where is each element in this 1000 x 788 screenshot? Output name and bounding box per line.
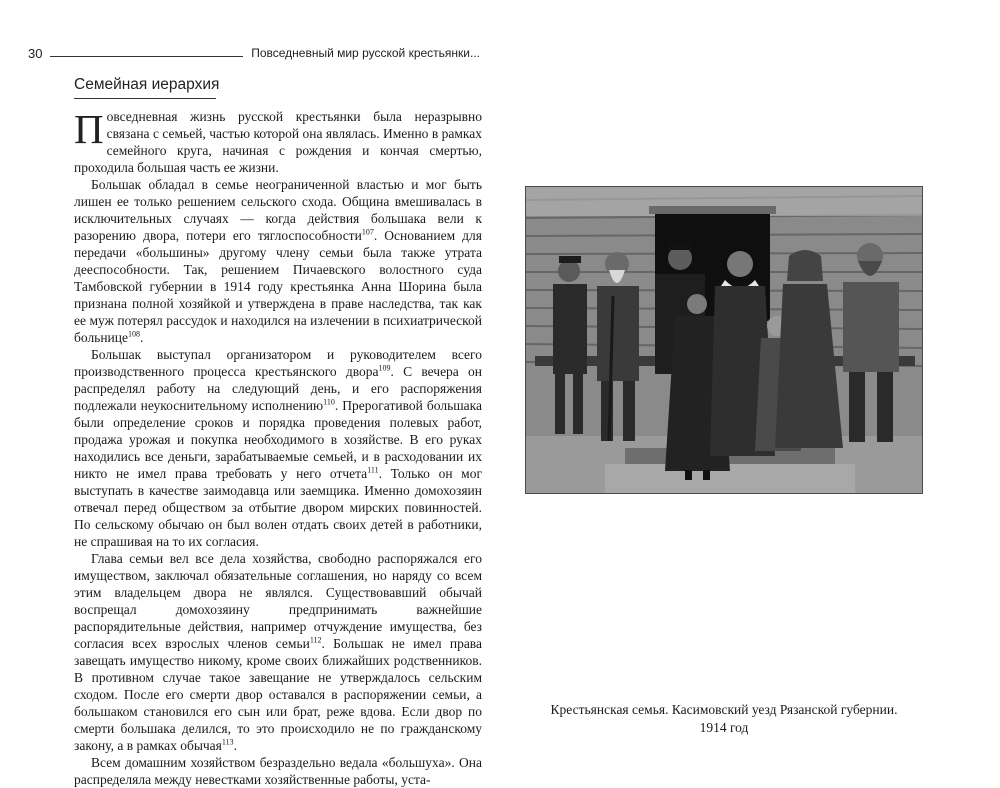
page-number: 30 — [28, 45, 43, 61]
family-photo — [525, 186, 923, 494]
paragraph-4-text-a: Глава семьи вел все дела хозяйства, свободно распоряжался его имуществом, заключал обязательные соглашения, но наряду со всем этим владельцем двора не являлся. Существовавший обычай воспрещал домохозяину предпринимать важнейшие распорядительные действия, например отчуждение имущества, без согласия всех взрослых членов семьи — [74, 551, 482, 651]
footnote-ref: 111 — [367, 465, 379, 475]
footnote-ref: 108 — [128, 329, 140, 339]
caption-line-2: 1914 год — [699, 720, 749, 735]
body-text — [74, 108, 482, 788]
paragraph-2-text-b: . Основанием для передачи «большины» другому члену семьи была также утрата дееспособности. Так, решением Пичаевского волостного суда Тамбовской губернии в 1914 году крестьянка Анна Шорина была признана полной хозяйкой и утверждена в праве наследства, так как ее муж потерял рассудок и находился на излечении в психиатрической больнице — [74, 228, 482, 345]
footnote-ref: 112 — [309, 635, 322, 645]
paragraph-4-text-c: . — [233, 738, 237, 753]
footnote-ref: 113 — [221, 737, 234, 747]
paragraph-4 — [74, 550, 482, 754]
caption-line-1: Крестьянская семья. Касимовский уезд Рязанской губернии. — [550, 702, 898, 717]
section-title-rule — [74, 98, 216, 99]
paragraph-4-text-b: . Большак не имел права завещать имущество никому, кроме своих ближайших родственников. В противном случае такое завещание не утверждалось сельским сходом. После его смерти двор оставался в распоряжении семьи, а большаком становился его сын или брат, реже вдова. Если двор по смерти большака делился, то это происходило не по гражданскому закону, а в рамках обычая — [74, 636, 482, 753]
running-header — [28, 44, 480, 62]
section-title: Семейная иерархия — [74, 76, 220, 93]
paragraph-1 — [74, 108, 482, 176]
paragraph-3-text-a: Большак выступал организатором и руководителем всего производственного процесса крестьянского двора — [74, 347, 482, 379]
paragraph-5 — [74, 754, 482, 788]
photo-caption — [540, 701, 908, 737]
paragraph-3-text-b: . С вечера он распределял работу на следующий день, и его распоряжения подлежали неукоснительному исполнению — [74, 364, 482, 413]
paragraph-3-text-d: . Только он мог выступать в качестве заимодавца или заемщика. Именно домохозяин отвечал перед обществом за отбытие двором мирских повинностей. По сельскому обычаю он был волен отдать своих детей в работники, не спрашивая на то их согласия. — [74, 466, 483, 549]
header-rule — [50, 56, 243, 57]
paragraph-5-text: Всем домашним хозяйством безраздельно ведала «большуха». Она распределяла между невестками хозяйственные работы, уста- — [74, 755, 482, 787]
paragraph-2-text-c: . — [140, 330, 144, 345]
paragraph-1-text: овседневная жизнь русской крестьянки была неразрывно связана с семьей, частью которой она являлась. Именно в рамках семейного круга, начиная с рождения и кончая смертью, проходила большая часть ее жизни. — [74, 109, 482, 175]
footnote-ref: 107 — [361, 227, 374, 237]
footnote-ref: 109 — [378, 363, 391, 373]
running-title: Повседневный мир русской крестьянки... — [251, 46, 480, 60]
drop-cap: П — [74, 106, 104, 152]
footnote-ref: 110 — [323, 397, 335, 407]
paragraph-3-text-c: . Прерогативой большака были определение сроков и порядка проведения полевых работ, продажа урожая и покупка необходимого в хозяйстве. В его руках находились все деньги, зарабатываемые семьей, и в расходовании их никто не имел права требовать у него отчета — [74, 398, 482, 481]
paragraph-2 — [74, 176, 482, 346]
family-photo-drawing — [525, 186, 923, 494]
paragraph-3 — [74, 346, 482, 550]
paragraph-2-text-a: Большак обладал в семье неограниченной властью и мог быть лишен ее только решением сельского схода. Община вмешивалась в исключительных случаях — когда действия большака вели к разорению двора, потери его тяглоспособности — [74, 177, 482, 243]
